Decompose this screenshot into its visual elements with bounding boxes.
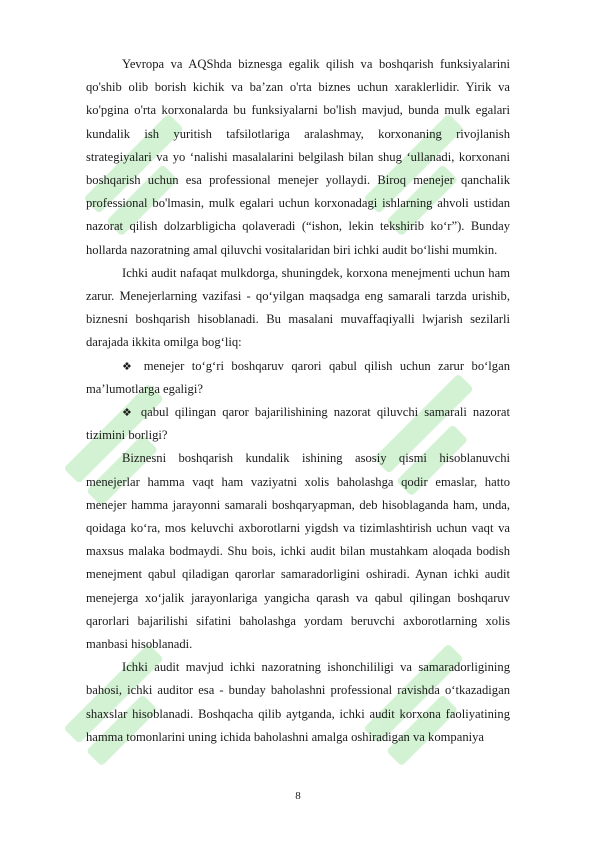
paragraph: Yevropa va AQShda biznesga egalik qilish va boshqarish funksiyalarini qo'shib olib borish kichik va ba’zan o'rta biznes uchun xaraklerlidir. Yirik va ko'pgina o'rta korxonalarda bu funksiyalarni bo'lish mavjud, bunda mulk egalari kundalik ish yuritish tafsilotlariga aralashmay, korxonaning rivojlanish strategiyalari va yo ‘nalishi masalalarini belgilash bilan shug ‘ullanadi, korxonani boshqarish uchun esa professional menejer yollaydi. Biroq menejer qanchalik professional bo'lmasin, mulk egalari uchun korxonadagi ishlarning ahvoli ustidan nazorat qilish dolzarbligicha qolaveradi (“ishon, lekin tekshirib ko‘r”). Bunday hollarda nazoratning amal qiluvchi vositalaridan biri ichki audit bo‘lishi mumkin. [86, 57, 510, 257]
paragraph: Biznesni boshqarish kundalik ishining asosiy qismi hisoblanuvchi menejerlar hamma vaqt ham vaziyatni xolis baholashga qodir emaslar, hatto menejer hamma jarayonni samarali boshqaryapman, deb hisoblaganda ham, unda, qoidaga ko‘ra, mos keluvchi axborotlarni yigdsh va tizimlashtirish uchun vaqt va maxsus malaka bodmaydi. Shu bois, ichki audit bilan mustahkam aloqada bodish menejment qabul qiladigan qarorlar samaradorligini oshiradi. Aynan ichki audit menejerga xo‘jalik jarayonlariga yangicha qarash va qabul qilingan boshqaruv qarorlari bajarilishi sifatini baholashga yordam beruvchi axborotlarning xolis manbasi hisoblanadi. [86, 451, 510, 652]
bullet-item [86, 355, 510, 401]
bullet-text: menejer to‘g‘ri boshqaruv qarori qabul qilish uchun zarur bo‘lgan ma’lumotlarga egaligi? [86, 358, 510, 396]
page-number: 8 [295, 790, 301, 802]
bullet-text: qabul qilingan qaror bajarilishining nazorat qiluvchi samarali nazorat tizimini borligi? [86, 405, 510, 443]
bullet-item [86, 401, 510, 447]
paragraph: Ichki audit mavjud ichki nazoratning ishonchililigi va samaradorligining bahosi, ichki auditor esa - bunday baholashni professional ravishda o‘tkazadigan shaxslar hisoblanadi. Boshqacha qilib aytganda, ichki audit korxona faoliyatining hamma tomonlarini uning ichida baholashni amalga oshiradigan va kompaniya [86, 660, 510, 744]
document-body [86, 53, 510, 749]
bullet-icon: ❖ [122, 359, 137, 373]
paragraph: Ichki audit nafaqat mulkdorga, shuningdek, korxona menejmenti uchun ham zarur. Menejerlarning vazifasi - qo‘yilgan maqsadga eng samarali tarzda urishib, biznesni boshqarish hisoblanadi. Bu masalani muvaffaqiyalli lwjarish sezilarli darajada ikkita omilga bog‘liq: [86, 265, 510, 350]
bullet-icon: ❖ [122, 406, 135, 420]
